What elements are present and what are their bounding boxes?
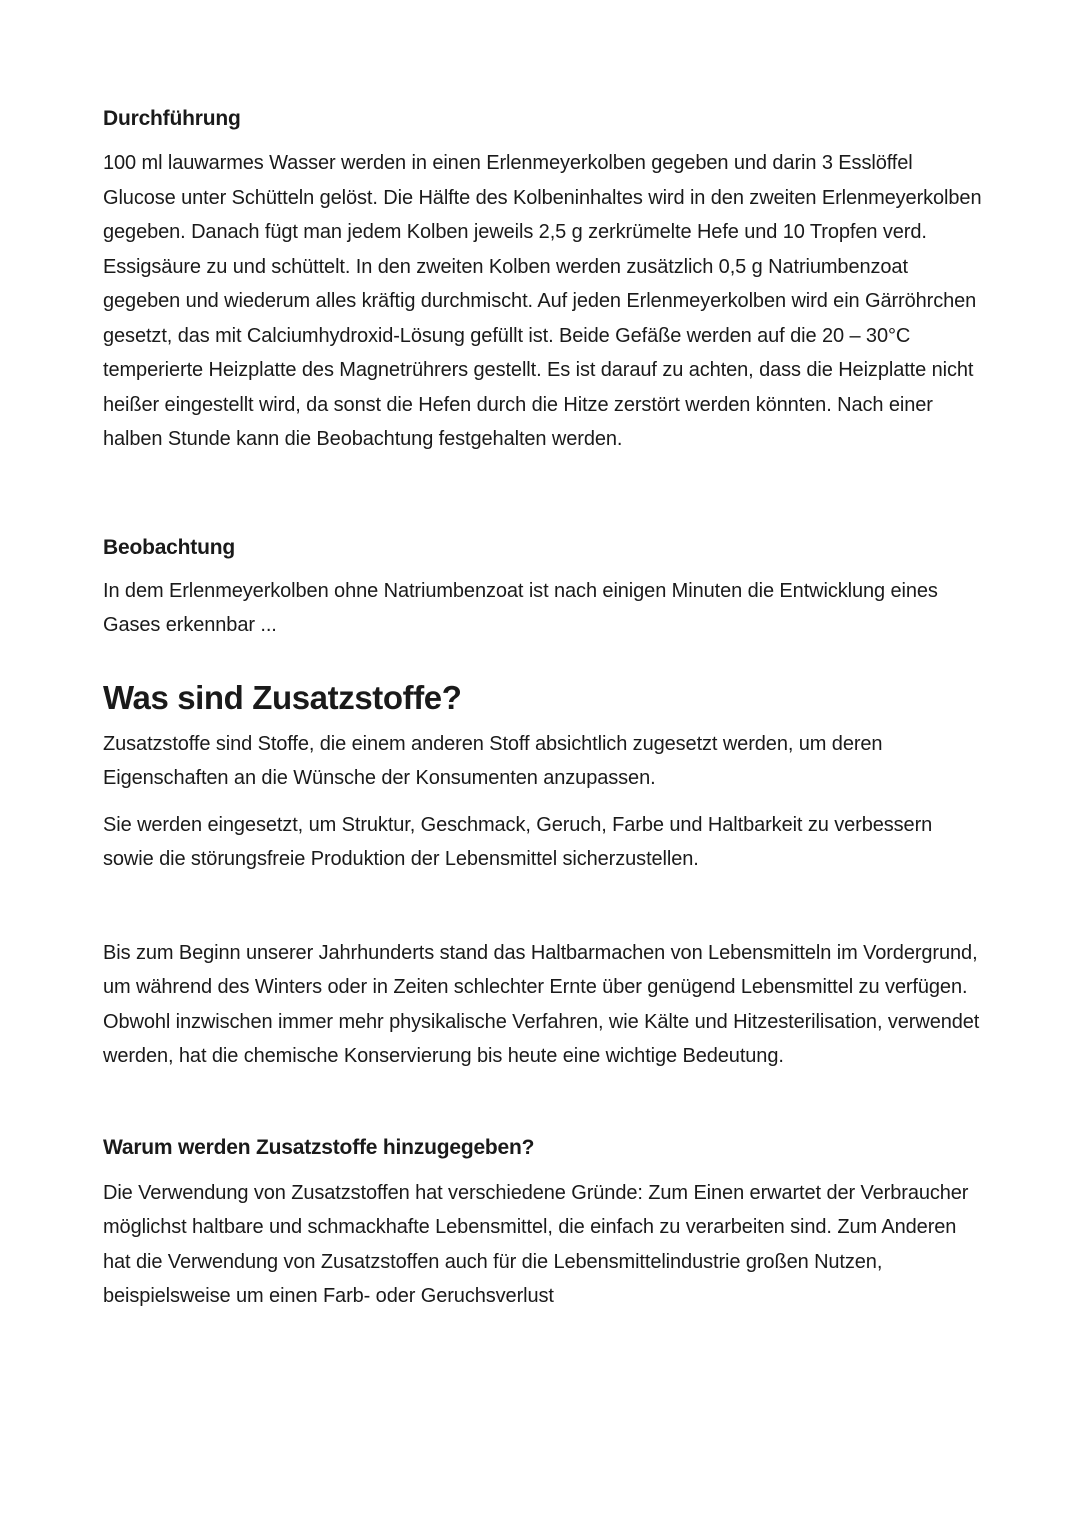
document-page — [103, 104, 983, 1314]
heading-durchfuehrung: Durchführung — [103, 107, 241, 130]
heading-warum-zusatzstoffe: Warum werden Zusatzstoffe hinzugegeben? — [103, 1135, 535, 1159]
paragraph-zusatzstoffe-einsatz: Sie werden eingesetzt, um Struktur, Geschmack, Geruch, Farbe und Haltbarkeit zu verbessern sowie die störungsfreie Produktion der Lebensmittel sicherzustellen. — [103, 813, 933, 870]
paragraph-warum-zusatzstoffe: Die Verwendung von Zusatzstoffen hat verschiedene Gründe: Zum Einen erwartet der Verbraucher möglichst haltbare und schmackhafte Lebensmittel, die einfach zu verarbeiten sind. Zum Anderen hat die Verwendung von Zusatzstoffen auch für die Lebensmittelindustrie großen Nutzen, beispielsweise um einen Farb- oder Geruchsverlust — [103, 1181, 969, 1307]
paragraph-zusatzstoffe-definition: Zusatzstoffe sind Stoffe, die einem anderen Stoff absichtlich zugesetzt werden, um deren Eigenschaften an die Wünsche der Konsumenten anzupassen. — [103, 732, 883, 789]
paragraph-durchfuehrung: 100 ml lauwarmes Wasser werden in einen Erlenmeyerkolben gegeben und darin 3 Esslöffel Glucose unter Schütteln gelöst. Die Hälfte des Kolbeninhaltes wird in den zweiten Erlenmeyerkolben gegeben. Danach fügt man jedem Kolben jeweils 2,5 g zerkrümelte Hefe und 10 Tropfen verd. Essigsäure zu und schüttelt. In den zweiten Kolben werden zusätzlich 0,5 g Natriumbenzoat gegeben und wiederum alles kräftig durchmischt. Auf jeden Erlenmeyerkolben wird ein Gärröhrchen gesetzt, das mit Calciumhydroxid-Lösung gefüllt ist. Beide Gefäße werden auf die 20 – 30°C temperierte Heizplatte des Magnetrührers gestellt. Es ist darauf zu achten, dass die Heizplatte nicht heißer eingestellt wird, da sonst die Hefen durch die Hitze zerstört werden könnten. Nach einer halben Stunde kann die Beobachtung festgehalten werden. — [103, 152, 982, 450]
heading-beobachtung: Beobachtung — [103, 535, 235, 559]
paragraph-beobachtung: In dem Erlenmeyerkolben ohne Natriumbenzoat ist nach einigen Minuten die Entwicklung eines Gases erkennbar ... — [103, 579, 938, 636]
paragraph-zusatzstoffe-geschichte: Bis zum Beginn unserer Jahrhunderts stand das Haltbarmachen von Lebensmitteln im Vordergrund, um während des Winters oder in Zeiten schlechter Ernte über genügend Lebensmittel zu verfügen. Obwohl inzwischen immer mehr physikalische Verfahren, wie Kälte und Hitzesterilisation, verwendet werden, hat die chemische Konservierung bis heute eine wichtige Bedeutung. — [103, 941, 980, 1067]
heading-was-sind-zusatzstoffe: Was sind Zusatzstoffe? — [103, 678, 462, 716]
